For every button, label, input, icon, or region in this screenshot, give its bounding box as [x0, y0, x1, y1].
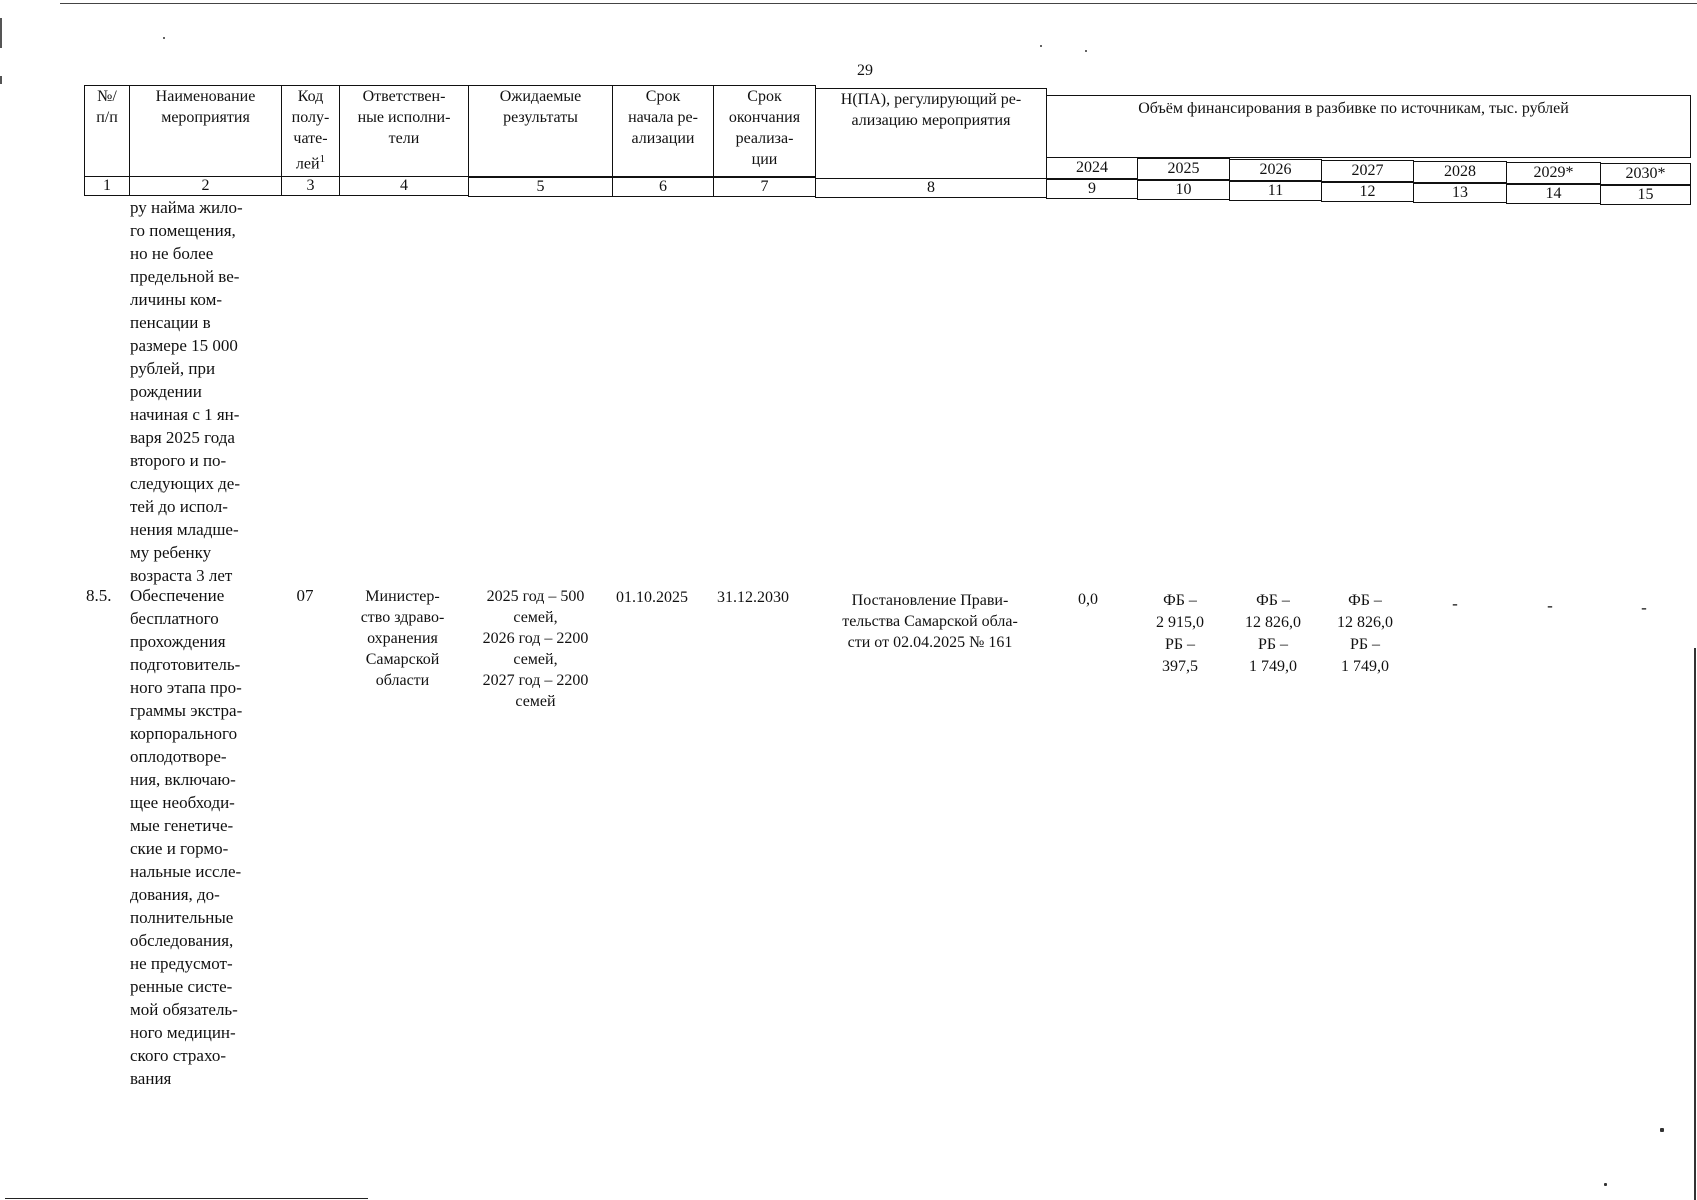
header-year: 2028 [1413, 161, 1507, 183]
scan-speck [1040, 45, 1042, 47]
row-activity-name: Обеспечение бесплатного прохождения подготовитель- ного этапа про- граммы экстра- корпорального оплодотворе- ния, включаю- щее необходи- мые генетиче- ские и гормо- нальные иссле- дования, до- полнительные обследования, не предусмот- ренные систе- мой обязатель- ного медицин- ского страхо- вания [130, 586, 243, 1088]
row-expected-results: 2025 год – 500 семей, 2026 год – 2200 семей, 2027 год – 2200 семей [482, 588, 589, 710]
column-number: 5 [468, 177, 613, 197]
row-end-date: 31.12.2030 [717, 589, 789, 606]
header-year: 2024 [1046, 157, 1138, 179]
column-number: 13 [1413, 183, 1507, 203]
row-executor: Министер- ство здраво- охранения Самарской области [360, 588, 445, 689]
header-start: Срок начала ре- ализации [612, 85, 714, 177]
continued-row-text: ру найма жило- го помещения, но не более предельной ве- личины ком- пенсации в размере 15 000 рублей, при рождении начиная с 1 ян- варя 2025 года второго и по- следующих де- тей до испол- нения младше- му ребенку возраста 3 лет [130, 198, 243, 585]
scan-speck [1604, 1183, 1607, 1186]
column-number: 15 [1600, 185, 1691, 205]
header-year: 2026 [1229, 159, 1322, 181]
scan-speck [1085, 50, 1087, 52]
header-results: Ожидаемые результаты [468, 85, 613, 177]
page-number: 29 [857, 62, 873, 79]
row-funding-2027: ФБ – 12 826,0 РБ – 1 749,0 [1337, 592, 1393, 675]
header-funding: Объём финансирования в разбивке по источникам, тыс. рублей [1046, 95, 1691, 158]
row-number: 8.5. [86, 586, 112, 605]
header-executors: Ответствен- ные исполни- тели [339, 85, 469, 177]
column-number: 8 [815, 178, 1047, 198]
row-recipient-code: 07 [296, 586, 314, 605]
column-number: 12 [1321, 182, 1414, 202]
column-number: 2 [129, 176, 282, 196]
row-funding-2030: - [1641, 598, 1647, 617]
column-number: 7 [713, 177, 816, 197]
column-number: 9 [1046, 179, 1138, 199]
header-year: 2025 [1137, 158, 1230, 180]
scan-speck [163, 37, 165, 39]
column-number: 11 [1229, 181, 1322, 201]
column-number: 6 [612, 177, 714, 197]
header-code-text: Код полу- чате- лей [291, 88, 330, 173]
row-legal-act: Постановление Прави- тельства Самарской обла- сти от 02.04.2025 № 161 [842, 592, 1018, 651]
header-name: Наименование мероприятия [129, 85, 282, 177]
column-number: 10 [1137, 180, 1230, 200]
row-start-date: 01.10.2025 [616, 589, 688, 606]
header-year: 2029* [1506, 162, 1601, 184]
left-margin-mark [0, 18, 2, 48]
scan-speck [1660, 1128, 1664, 1132]
header-number: №/ п/п [84, 85, 130, 177]
row-funding-2026: ФБ – 12 826,0 РБ – 1 749,0 [1245, 592, 1301, 675]
top-border-line [60, 3, 1697, 4]
left-margin-mark [0, 76, 2, 84]
footnote-marker: 1 [319, 153, 326, 165]
header-code [281, 85, 340, 177]
column-number: 1 [84, 176, 130, 196]
header-end: Срок окончания реализа- ции [713, 85, 816, 177]
column-number: 14 [1506, 184, 1601, 204]
row-funding-2024: 0,0 [1078, 591, 1098, 608]
row-funding-2028: - [1452, 594, 1458, 613]
header-year: 2027 [1321, 160, 1414, 182]
header-year: 2030* [1600, 163, 1691, 185]
footnote-separator [5, 1198, 368, 1199]
scan-edge [1694, 648, 1696, 1200]
column-number: 4 [339, 176, 469, 196]
header-legal-act: Н(ПА), регулирующий ре- ализацию мероприятия [815, 88, 1047, 179]
column-number: 3 [281, 176, 340, 196]
row-funding-2029: - [1547, 596, 1553, 615]
row-funding-2025: ФБ – 2 915,0 РБ – 397,5 [1156, 592, 1204, 675]
